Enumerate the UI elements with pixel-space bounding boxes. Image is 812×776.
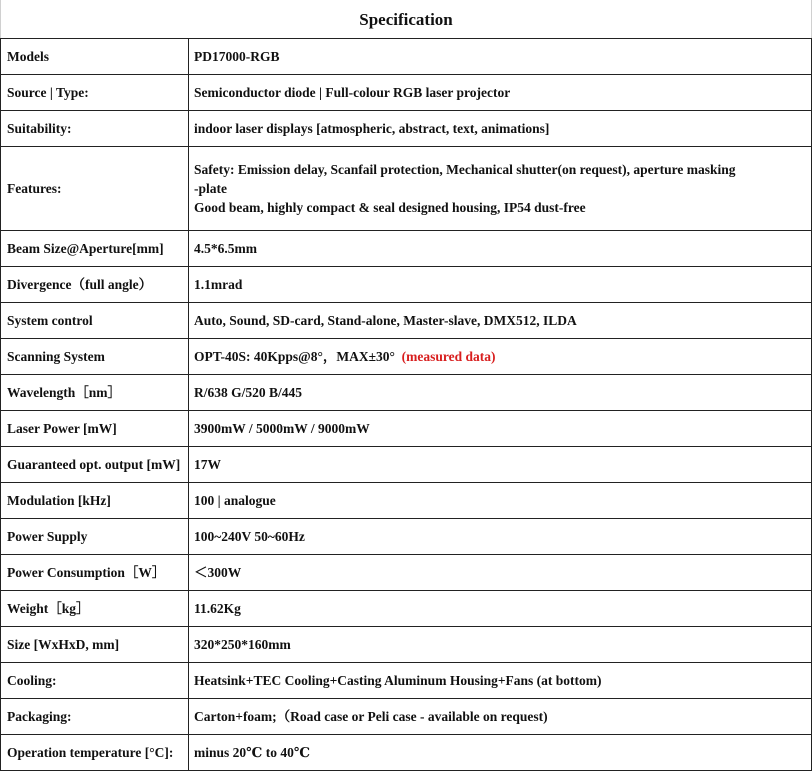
row-label-weight: Weight［kg］ (1, 591, 189, 627)
row-value-suitability: indoor laser displays [atmospheric, abstract, text, animations] (189, 111, 812, 147)
table-row (1, 303, 812, 339)
table-row (1, 375, 812, 411)
row-label-wavelength: Wavelength［nm］ (1, 375, 189, 411)
row-label-suitability: Suitability: (1, 111, 189, 147)
row-value-scanning-system (189, 339, 812, 375)
table-row (1, 483, 812, 519)
row-value-laser-power: 3900mW / 5000mW / 9000mW (189, 411, 812, 447)
table-row (1, 147, 812, 231)
row-label-scanning-system: Scanning System (1, 339, 189, 375)
table-row (1, 519, 812, 555)
row-value-guaranteed-output: 17W (189, 447, 812, 483)
row-value-power-consumption: ＜300W (189, 555, 812, 591)
row-label-system-control: System control (1, 303, 189, 339)
row-value-source-type: Semiconductor diode | Full-colour RGB laser projector (189, 75, 812, 111)
table-row (1, 663, 812, 699)
row-value-size: 320*250*160mm (189, 627, 812, 663)
table-row (1, 735, 812, 771)
row-label-guaranteed-output: Guaranteed opt. output [mW] (1, 447, 189, 483)
features-line: Safety: Emission delay, Scanfail protection, Mechanical shutter(on request), aperture masking (194, 162, 736, 177)
row-value-weight: 11.62Kg (189, 591, 812, 627)
row-value-divergence: 1.1mrad (189, 267, 812, 303)
measured-data-note: (measured data) (401, 349, 496, 364)
row-value-modulation: 100 | analogue (189, 483, 812, 519)
row-value-operation-temperature: minus 20℃ to 40℃ (189, 735, 812, 771)
table-row (1, 591, 812, 627)
row-label-size: Size [WxHxD, mm] (1, 627, 189, 663)
row-value-system-control: Auto, Sound, SD-card, Stand-alone, Master-slave, DMX512, ILDA (189, 303, 812, 339)
table-row (1, 699, 812, 735)
row-label-power-supply: Power Supply (1, 519, 189, 555)
row-value-packaging: Carton+foam;（Road case or Peli case - available on request) (189, 699, 812, 735)
table-row (1, 411, 812, 447)
table-row (1, 627, 812, 663)
table-row (1, 75, 812, 111)
table-row (1, 555, 812, 591)
row-value-beam-size: 4.5*6.5mm (189, 231, 812, 267)
row-label-source-type: Source | Type: (1, 75, 189, 111)
row-label-cooling: Cooling: (1, 663, 189, 699)
table-row (1, 447, 812, 483)
row-value-power-supply: 100~240V 50~60Hz (189, 519, 812, 555)
spec-table (0, 38, 812, 771)
row-label-modulation: Modulation [kHz] (1, 483, 189, 519)
table-row (1, 231, 812, 267)
row-label-power-consumption: Power Consumption［W］ (1, 555, 189, 591)
table-row (1, 339, 812, 375)
row-label-features: Features: (1, 147, 189, 231)
scanning-spec: OPT-40S: 40Kpps@8°，MAX±30° (194, 349, 395, 364)
table-row (1, 267, 812, 303)
features-line: -plate (194, 181, 227, 196)
table-row (1, 39, 812, 75)
row-label-beam-size: Beam Size@Aperture[mm] (1, 231, 189, 267)
page-title: Specification (0, 0, 812, 38)
table-row (1, 111, 812, 147)
row-value-wavelength: R/638 G/520 B/445 (189, 375, 812, 411)
row-label-packaging: Packaging: (1, 699, 189, 735)
row-label-laser-power: Laser Power [mW] (1, 411, 189, 447)
row-label-divergence: Divergence（full angle） (1, 267, 189, 303)
row-value-models: PD17000-RGB (189, 39, 812, 75)
row-label-models: Models (1, 39, 189, 75)
row-label-operation-temperature: Operation temperature [°C]: (1, 735, 189, 771)
row-value-features (189, 147, 812, 231)
features-line: Good beam, highly compact & seal designed housing, IP54 dust-free (194, 200, 586, 215)
row-value-cooling: Heatsink+TEC Cooling+Casting Aluminum Housing+Fans (at bottom) (189, 663, 812, 699)
